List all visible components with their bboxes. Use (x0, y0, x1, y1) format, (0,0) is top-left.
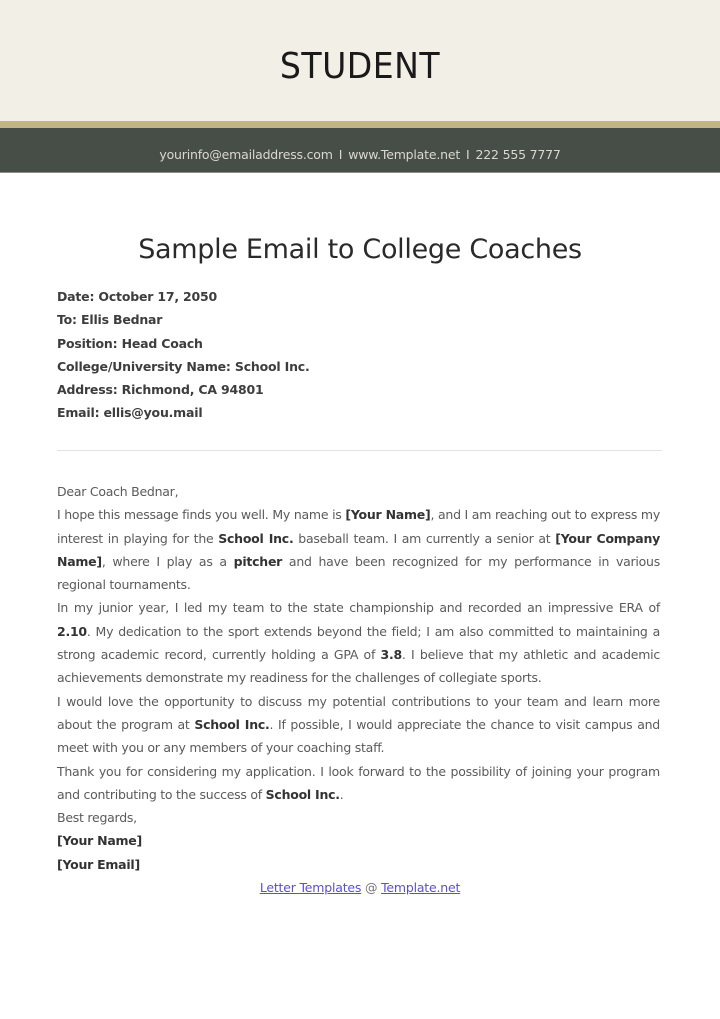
signature-name (57, 829, 660, 852)
salutation: Dear Coach Bednar, (57, 484, 179, 499)
at-symbol: @ (361, 880, 382, 895)
placeholder-company: [Your Company Name] (57, 530, 660, 569)
paragraph-intro (57, 503, 660, 596)
separator: I (466, 147, 470, 162)
closing: Best regards, (57, 810, 137, 826)
meta-label: College/University Name: (57, 358, 231, 374)
signature-email-text: [Your Email] (57, 856, 140, 872)
meta-value: Richmond, CA 94801 (121, 382, 264, 398)
position-highlight: pitcher (233, 553, 283, 569)
brand-title: STUDENT (279, 46, 441, 87)
meta-value: Ellis Bednar (81, 312, 163, 328)
signature-email (57, 853, 660, 876)
section-divider (57, 450, 662, 451)
contact-phone: 222 555 7777 (475, 147, 561, 162)
text: . My dedication to the sport extends beyond the field; I am also committed to maintaining a strong academic record, currently holding a GPA of (57, 623, 660, 663)
letter-body (57, 480, 660, 876)
school-name: School Inc. (194, 716, 270, 732)
meta-label: To: (57, 312, 77, 328)
contact-website: www.Template.net (348, 147, 461, 162)
paragraph-request (57, 690, 660, 760)
text: Thank you for considering my application. I look forward to the possibility of joining your program and contributing to the success of (57, 763, 660, 802)
document-title: Sample Email to College Coaches (138, 234, 582, 265)
meta-college (57, 355, 663, 378)
text: baseball team. I am currently a senior at (293, 530, 556, 546)
text: , where I play as a (101, 553, 234, 569)
accent-band (0, 121, 720, 128)
recipient-details (57, 285, 663, 425)
paragraph-achievements (57, 596, 660, 689)
meta-label: Position: (57, 335, 118, 351)
meta-value: School Inc. (234, 358, 310, 374)
meta-date (57, 285, 663, 308)
footer-credit (0, 880, 720, 895)
contact-info (0, 147, 720, 162)
placeholder-name: [Your Name] (345, 507, 431, 523)
text: and have been recognized for my performance in various regional tournaments. (57, 553, 660, 593)
letter-templates-link[interactable]: Letter Templates (259, 880, 362, 895)
text: I would love the opportunity to discuss my potential contributions to your team and learn more about the program at (57, 693, 660, 732)
meta-email (57, 401, 663, 424)
school-name: School Inc. (218, 530, 294, 546)
meta-value: October 17, 2050 (98, 289, 218, 304)
paragraph-thanks (57, 760, 660, 807)
meta-to (57, 308, 663, 331)
meta-label: Email: (57, 405, 100, 421)
meta-address (57, 378, 663, 401)
meta-position (57, 332, 663, 355)
gpa-value: 3.8 (380, 647, 402, 663)
separator: I (338, 147, 343, 162)
text: , and I am reaching out to express my interest in playing for the (57, 507, 661, 546)
meta-label: Date: (57, 289, 95, 304)
template-net-link[interactable]: Template.net (381, 880, 461, 895)
meta-label: Address: (57, 382, 118, 398)
text: I hope this message finds you well. My name is (57, 507, 346, 523)
school-name: School Inc. (265, 786, 340, 802)
text: In my junior year, I led my team to the state championship and recorded an impressive ERA of (57, 600, 660, 616)
text: . If possible, I would appreciate the chance to visit campus and meet with you or any members of your coaching staff. (57, 716, 660, 756)
meta-value: Head Coach (121, 335, 203, 351)
signature-name-text: [Your Name] (57, 833, 142, 849)
text: . (339, 786, 344, 802)
contact-email: yourinfo@emailaddress.com (159, 147, 333, 162)
text: . I believe that my athletic and academic achievements demonstrate my readiness for the challenges of collegiate sports. (57, 647, 660, 686)
era-value: 2.10 (57, 623, 87, 639)
meta-value: ellis@you.mail (103, 405, 203, 421)
